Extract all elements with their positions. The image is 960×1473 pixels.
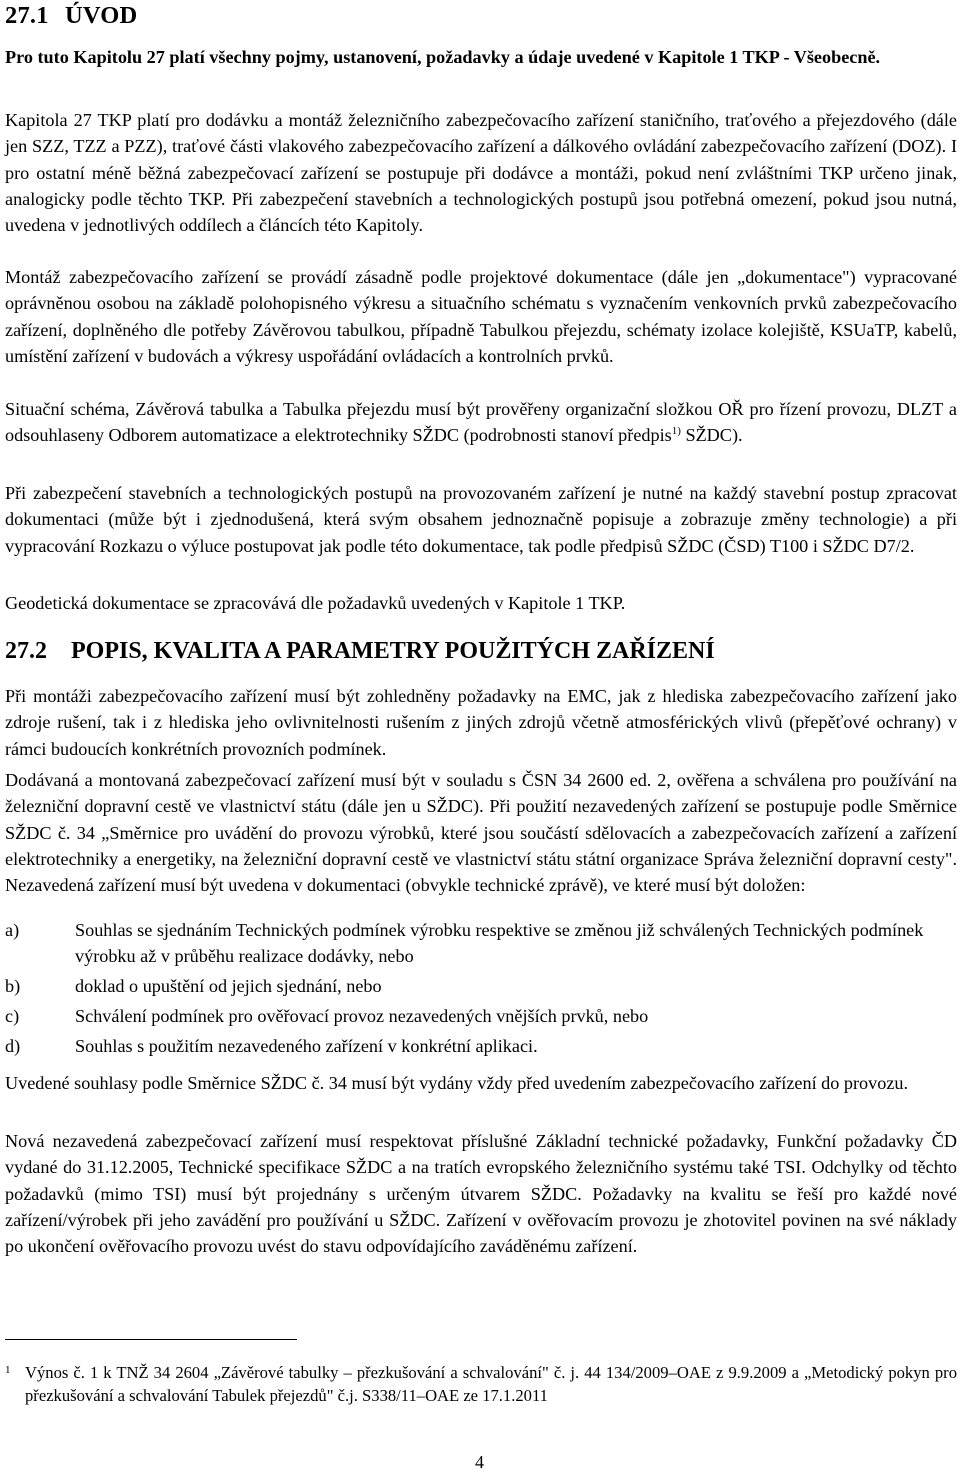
list-item xyxy=(5,1003,957,1029)
paragraph-souhlasy: Uvedené souhlasy podle Směrnice SŽDC č. 34 musí být vydány vždy před uvedením zabezpečovacího zařízení do provozu. xyxy=(5,1073,909,1093)
paragraph-montaz: Montáž zabezpečovacího zařízení se provádí zásadně podle projektové dokumentace (dále jen „dokumentace") vypracované oprávněnou osobou na základě polohopisného výkresu a situačního schématu s vyznačením venkovních prvků zabezpečovacího zařízení, doplněného dle potřeby Závěrovou tabulkou, případně Tabulkou přejezdu, schématy izolace kolejiště, KSUaTP, kabelů, umístění zařízení v budovách a výkresy uspořádání ovládacích a kontrolních prvků. xyxy=(5,267,957,366)
paragraph-text: Situační schéma, Závěrová tabulka a Tabulka přejezdu musí být prověřeny organizační složkou OŘ pro řízení provozu, DLZT a odsouhlaseny Odborem automatizace a elektrotechniky SŽDC (podrobnosti stanoví předpis xyxy=(5,399,957,446)
section-number: 27.2 xyxy=(5,638,47,664)
list-item xyxy=(5,973,957,999)
footnote-text: Výnos č. 1 k TNŽ 34 2604 „Závěrové tabulky – přezkušování a schvalování" č. j. 44 134/2009–OAE z 9.9.2009 a „Metodický pokyn pro přezkušování a schvalování Tabulek přejezdů" č.j. S338/11–OAE ze 17.1.2011 xyxy=(25,1363,957,1405)
paragraph-scope: Kapitola 27 TKP platí pro dodávku a montáž železničního zabezpečovacího zařízení staničního, traťového a přejezdového (dále jen SZZ, TZZ a PZZ), traťové části vlakového zabezpečovacího zařízení a dálkového ovládání zabezpečovacího zařízení (DOZ). I pro ostatní méně běžná zabezpečovací zařízení se postupuje při dodávce a montáži, pokud není zvláštními TKP určeno jinak, analogicky podle těchto TKP. Při zabezpečení stavebních a technologických postupů jsou potřebná omezení, pokud jsou nutná, uvedena v jednotlivých oddílech a článcích této Kapitoly. xyxy=(5,110,957,236)
section-title: ÚVOD xyxy=(65,2,138,29)
paragraph-nova-zarizeni: Nová nezavedená zabezpečovací zařízení musí respektovat příslušné Základní technické požadavky, Funkční požadavky ČD vydané do 31.12.2005, Technické specifikace SŽDC a na tratích evropského železničního systému také TSI. Odchylky od těchto požadavků (mimo TSI) musí být projednány s určeným útvarem SŽDC. Požadavky na kvalitu se řeší pro každé nové zařízení/výrobek při jeho zavádění pro používání u SŽDC. Zařízení v ověřovacím provozu je zhotovitel povinen na své náklady po ukončení ověřovacího provozu uvést do stavu odpovídajícího zaváděnému zařízení. xyxy=(5,1131,957,1257)
footnote-separator xyxy=(5,1339,297,1340)
list-text: Schválení podmínek pro ověřovací provoz nezavedených vnějších prvků, nebo xyxy=(75,1006,649,1026)
paragraph-tail: SŽDC). xyxy=(685,425,743,446)
paragraph-emc: Při montáži zabezpečovacího zařízení musí být zohledněny požadavky na EMC, jak z hlediska zabezpečovacího zařízení jako zdroje rušení, tak i z hlediska jeho ovlivnitelnosti rušením z jiných zdrojů včetně atmosférických vlivů (přepěťové ochrany) v rámci budoucích konkrétních provozních podmínek. xyxy=(5,686,957,759)
list-marker: a) xyxy=(5,920,20,940)
paragraph-geodeticka: Geodetická dokumentace se zpracovává dle požadavků uvedených v Kapitole 1 TKP. xyxy=(5,593,626,613)
list-item xyxy=(5,1033,957,1059)
list-text: Souhlas s použitím nezavedeného zařízení v konkrétní aplikaci. xyxy=(75,1036,538,1056)
requirements-list xyxy=(5,917,957,1063)
intro-paragraph: Pro tuto Kapitolu 27 platí všechny pojmy, ustanovení, požadavky a údaje uvedené v Kapitole 1 TKP - Všeobecně. xyxy=(5,47,881,67)
section-heading-27-2 xyxy=(5,638,715,665)
paragraph-dodavana: Dodávaná a montovaná zabezpečovací zařízení musí být v souladu s ČSN 34 2600 ed. 2, ověřena a schválena pro používání na železniční dopravní cestě ve vlastnictví státu (dále jen u SŽDC). Při použití nezavedených zařízení se postupuje podle Směrnice SŽDC č. 34 „Směrnice pro uvádění do provozu výrobků, které jsou součástí sdělovacích a zabezpečovacích zařízení a zařízení elektrotechniky a energetiky, na železniční dopravní cestě ve vlastnictví státu státní organizace Správa železniční dopravní cesty". Nezavedená zařízení musí být uvedena v dokumentaci (obvykle technické zprávě), ve které musí být doložen: xyxy=(5,770,957,896)
list-text: Souhlas se sjednáním Technických podmínek výrobku respektive se změnou již schválených Technických podmínek výrobku až v průběhu realizace dodávky, nebo xyxy=(75,920,924,966)
paragraph-stavebni-postupy: Při zabezpečení stavebních a technologických postupů na provozovaném zařízení je nutné na každý stavební postup zpracovat dokumentaci (může být i zjednodušená, která svým obsahem jednoznačně popisuje a zobrazuje změny technologie) a při vypracování Rozkazu o výluce postupovat jak podle této dokumentace, tak podle předpisů SŽDC (ČSD) T100 i SŽDC D7/2. xyxy=(5,483,957,556)
paragraph-situacni-schema xyxy=(5,396,957,449)
page-number: 4 xyxy=(475,1452,484,1472)
section-title: POPIS, KVALITA A PARAMETRY POUŽITÝCH ZAŘÍZENÍ xyxy=(71,638,715,664)
section-number: 27.1 xyxy=(5,2,49,29)
list-marker: c) xyxy=(5,1006,20,1026)
footnote-number: 1 xyxy=(5,1364,11,1376)
footnote xyxy=(5,1361,957,1407)
footnote-reference: 1) xyxy=(671,425,681,438)
list-marker: d) xyxy=(5,1036,21,1056)
list-marker: b) xyxy=(5,976,21,996)
section-heading-27-1 xyxy=(5,2,137,30)
list-text: doklad o upuštění od jejich sjednání, nebo xyxy=(75,976,382,996)
list-item xyxy=(5,917,957,969)
